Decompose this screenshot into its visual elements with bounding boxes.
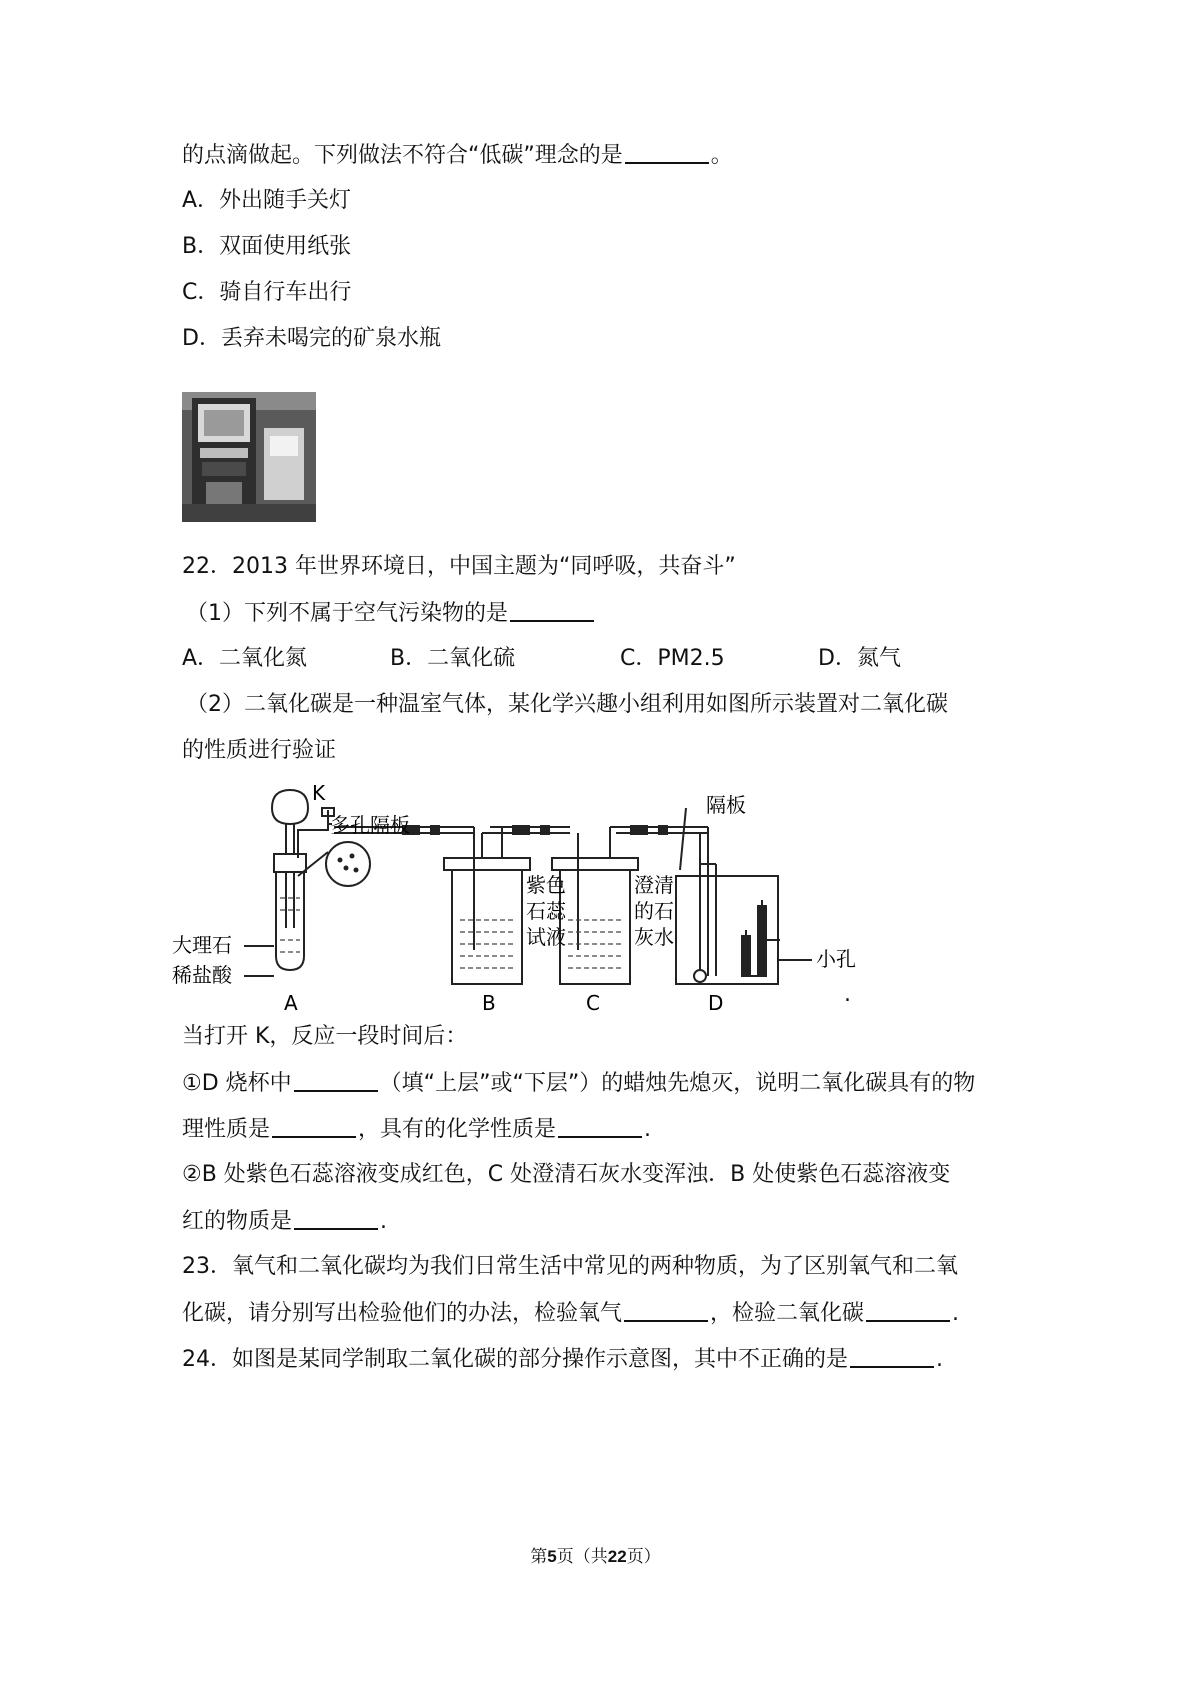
diagram-dot: . — [844, 982, 851, 1007]
q22-s1-b: （填“上层”或“下层”）的蜡烛先熄灭，说明二氧化碳具有的物 — [379, 1071, 976, 1096]
bottle-c — [560, 868, 630, 984]
q22-option-b: B．二氧化硫 — [390, 646, 516, 671]
label-c: C — [586, 991, 600, 1015]
label-partition: 隔板 — [706, 793, 746, 817]
answer-blank[interactable] — [294, 1206, 378, 1230]
q23-line2-b: ，检验二氧化碳 — [710, 1301, 865, 1326]
q22-s1-a: ①D 烧杯中 — [182, 1071, 292, 1096]
q22-sub2-line2: 的性质进行验证 — [182, 738, 337, 763]
label-lime-1: 澄清 — [634, 873, 674, 897]
answer-blank[interactable] — [272, 1114, 356, 1138]
co2-apparatus-diagram — [172, 780, 860, 1015]
stopper-a — [274, 854, 306, 872]
candle-lower — [742, 936, 750, 976]
label-marble: 大理石 — [172, 933, 232, 957]
label-acid: 稀盐酸 — [172, 963, 232, 987]
label-hole: 小孔 — [816, 947, 856, 971]
label-litmus-2: 石蕊 — [526, 899, 566, 923]
funnel-bulb — [272, 790, 308, 824]
q22-option-c: C．PM2.5 — [620, 646, 725, 671]
machine-photo — [182, 392, 316, 522]
q21-option-b: B．双面使用纸张 — [182, 234, 352, 259]
label-a: A — [284, 991, 298, 1015]
footer-total-pages: 22 — [607, 1547, 627, 1566]
footer-post: 页） — [626, 1547, 661, 1567]
answer-blank[interactable] — [625, 140, 709, 164]
q22-open-k: 当打开 K，反应一段时间后： — [182, 1024, 468, 1049]
q24-line-a: 24．如图是某同学制取二氧化碳的部分操作示意图，其中不正确的是 — [182, 1347, 848, 1372]
label-lime-2: 的石 — [634, 899, 674, 923]
answer-blank[interactable] — [850, 1344, 934, 1368]
label-litmus-3: 试液 — [526, 925, 566, 949]
footer-pre: 第 — [530, 1547, 548, 1567]
answer-blank[interactable] — [624, 1298, 708, 1322]
q21-option-d: D．丢弃未喝完的矿泉水瓶 — [182, 326, 441, 351]
q22-option-a: A．二氧化氮 — [182, 646, 308, 671]
q23-line2-a: 化碳，请分别写出检验他们的办法，检验氧气 — [182, 1301, 623, 1326]
label-lime-3: 灰水 — [634, 925, 674, 949]
q22-s1-d: ，具有的化学性质是 — [358, 1117, 557, 1142]
q21-stem — [182, 140, 733, 171]
answer-blank[interactable] — [866, 1298, 950, 1322]
q21-option-c: C．骑自行车出行 — [182, 280, 352, 305]
q22-s2-line1: ②B 处紫色石蕊溶液变成红色，C 处澄清石灰水变浑浊．B 处使紫色石蕊溶液变 — [182, 1162, 951, 1187]
porous-partition-inset — [326, 842, 370, 886]
q22-s1-e: . — [644, 1117, 652, 1142]
q23-line2 — [182, 1298, 959, 1329]
label-litmus-1: 紫色 — [526, 873, 566, 897]
q23-line2-c: . — [952, 1301, 960, 1326]
q22-option-d: D．氮气 — [818, 646, 901, 671]
label-k: K — [312, 781, 326, 805]
q22-sub2-line1: （2）二氧化碳是一种温室气体，某化学兴趣小组利用如图所示装置对二氧化碳 — [186, 692, 948, 717]
q22-s2-c: . — [380, 1209, 388, 1234]
q22-s2-line2 — [182, 1206, 387, 1237]
q22-sub1 — [186, 598, 596, 629]
footer-mid: 页（共 — [556, 1547, 608, 1567]
q22-s1-line2 — [182, 1114, 651, 1145]
q21-stem-end: 。 — [710, 143, 733, 168]
q21-option-a: A．外出随手关灯 — [182, 188, 352, 213]
bottle-b — [452, 868, 522, 984]
label-porous: 多孔隔板 — [330, 813, 410, 837]
answer-blank[interactable] — [294, 1068, 378, 1092]
q22-s2-b: 红的物质是 — [182, 1209, 293, 1234]
test-tube-a — [276, 872, 304, 970]
label-b: B — [482, 991, 496, 1015]
answer-blank[interactable] — [558, 1114, 642, 1138]
q22-s1-c: 理性质是 — [182, 1117, 271, 1142]
q23-line1: 23．氧气和二氧化碳均为我们日常生活中常见的两种物质，为了区别氧气和二氧 — [182, 1254, 958, 1279]
q22-s1-line1 — [182, 1068, 975, 1099]
q24-line — [182, 1344, 943, 1375]
page-footer — [0, 1542, 1191, 1567]
footer-page-number: 5 — [547, 1547, 557, 1566]
machine-photo-graphic — [182, 392, 316, 522]
q22-sub1-text: （1）下列不属于空气污染物的是 — [186, 601, 508, 626]
q24-line-b: . — [936, 1347, 943, 1372]
candle-upper — [758, 906, 766, 976]
answer-blank[interactable] — [510, 598, 594, 622]
q22-title: 22．2013 年世界环境日，中国主题为“同呼吸，共奋斗” — [182, 554, 736, 579]
label-d: D — [708, 991, 724, 1015]
q21-stem-text: 的点滴做起。下列做法不符合“低碳”理念的是 — [182, 143, 623, 168]
